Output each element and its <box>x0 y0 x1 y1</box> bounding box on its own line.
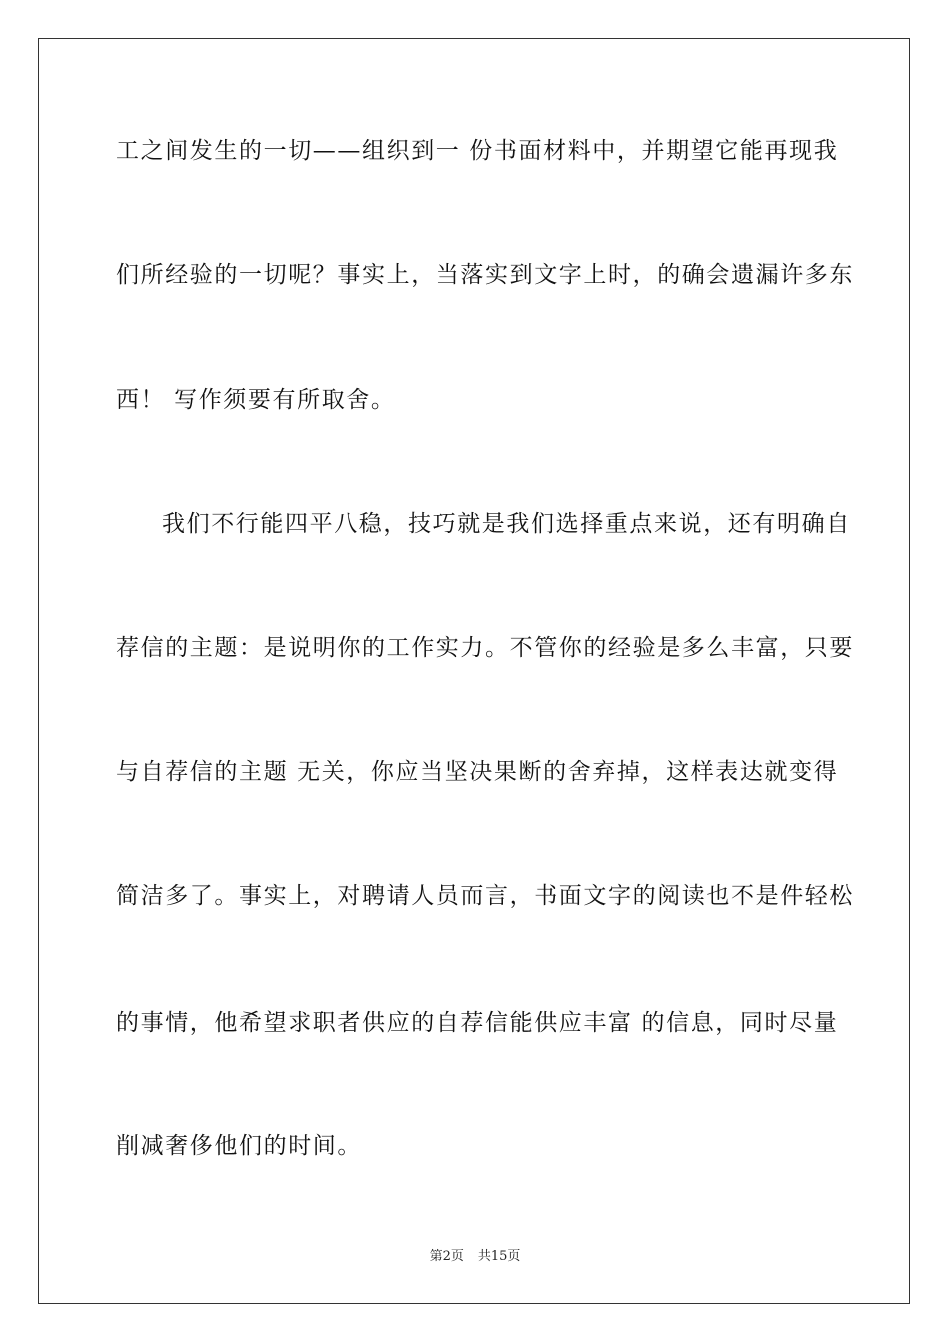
body-text-line: 西！ 写作须要有所取舍。 <box>116 387 396 413</box>
page-total: 共15页 <box>477 1249 521 1264</box>
body-text-line: 简洁多了。事实上，对聘请人员而言，书面文字的阅读也不是件轻松 <box>116 883 854 909</box>
body-text-line: 们所经验的一切呢？事实上，当落实到文字上时，的确会遗漏许多东 <box>116 262 854 288</box>
body-text-line: 荐信的主题：是说明你的工作实力。不管你的经验是多么丰富，只要 <box>116 635 854 661</box>
page-footer <box>0 1248 950 1266</box>
body-text-line: 的事情，他希望求职者供应的自荐信能供应丰富 的信息，同时尽量 <box>116 1010 839 1036</box>
body-text-line-paragraph-start: 我们不行能四平八稳，技巧就是我们选择重点来说，还有明确自 <box>162 511 851 537</box>
body-text-line: 工之间发生的一切——组织到一 份书面材料中，并期望它能再现我 <box>116 138 839 164</box>
page-number: 第2页 <box>429 1249 464 1264</box>
body-text-line: 削减奢侈他们的时间。 <box>116 1133 362 1159</box>
body-text-line: 与自荐信的主题 无关，你应当坚决果断的舍弃掉，这样表达就变得 <box>116 759 839 785</box>
page-border <box>38 38 910 1304</box>
